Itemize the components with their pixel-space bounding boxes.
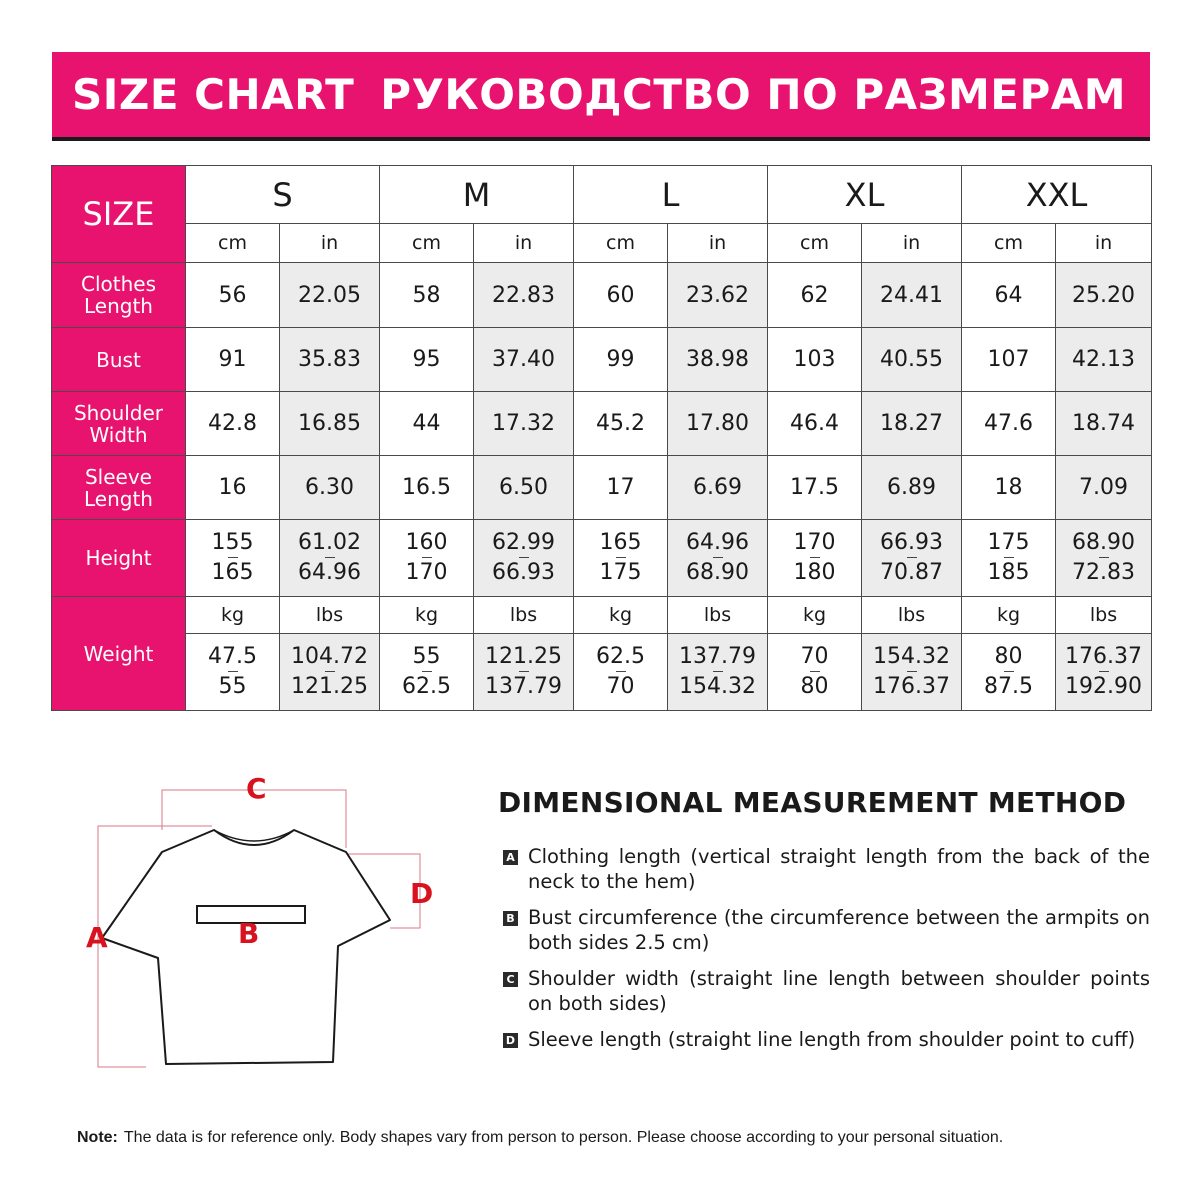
table-cell: 46.4 xyxy=(768,392,862,456)
row-label-line: Shoulder xyxy=(73,400,164,425)
range-dash xyxy=(616,671,626,672)
table-cell: 95 xyxy=(380,328,474,392)
range-cell xyxy=(280,520,380,597)
size-s: S xyxy=(186,166,380,224)
table-cell: 16.85 xyxy=(280,392,380,456)
row-label-line: Width xyxy=(89,422,148,447)
range-dash xyxy=(519,557,529,558)
row-label xyxy=(52,456,186,520)
range-to: 176.37 xyxy=(873,674,951,699)
range-from: 61.02 xyxy=(298,530,361,555)
table-cell: 40.55 xyxy=(862,328,962,392)
range-from: 80 xyxy=(994,644,1023,669)
unit-cm: cm xyxy=(380,224,474,263)
table-cell: 56 xyxy=(186,263,280,328)
range-cell xyxy=(962,634,1056,711)
footer-note xyxy=(77,1129,1003,1147)
range-from: 165 xyxy=(599,530,642,555)
table-row xyxy=(52,263,1152,328)
range-cell xyxy=(668,634,768,711)
range-from: 62.99 xyxy=(492,530,555,555)
table-cell: 91 xyxy=(186,328,280,392)
method-title: DIMENSIONAL MEASUREMENT METHOD xyxy=(498,786,1127,819)
row-label xyxy=(52,328,186,392)
table-cell: 6.50 xyxy=(474,456,574,520)
range-to: 66.93 xyxy=(492,560,555,585)
range-from: 170 xyxy=(793,530,836,555)
range-cell xyxy=(474,634,574,711)
range-from: 155 xyxy=(211,530,254,555)
method-item-c xyxy=(500,966,1150,1016)
range-pair xyxy=(380,527,473,589)
table-cell: 17 xyxy=(574,456,668,520)
range-cell xyxy=(862,520,962,597)
table-cell: 6.30 xyxy=(280,456,380,520)
range-pair xyxy=(768,527,861,589)
table-cell: 37.40 xyxy=(474,328,574,392)
table-cell: 17.32 xyxy=(474,392,574,456)
range-pair xyxy=(380,641,473,703)
row-label-line: Bust xyxy=(96,347,141,372)
unit-kg: kg xyxy=(574,597,668,634)
table-row xyxy=(52,392,1152,456)
method-item-b xyxy=(500,905,1150,955)
range-dash xyxy=(519,671,529,672)
diagram-label-c: C xyxy=(246,772,267,805)
title-banner xyxy=(52,52,1150,141)
table-cell: 17.5 xyxy=(768,456,862,520)
tshirt-diagram xyxy=(80,760,460,1080)
range-cell xyxy=(668,520,768,597)
range-pair xyxy=(862,527,961,589)
note-text: The data is for reference only. Body shapes vary from person to person. Please choose according to your personal situation. xyxy=(123,1129,1004,1146)
range-from: 176.37 xyxy=(1065,644,1143,669)
weight-label: Weight xyxy=(52,597,186,711)
method-item-a xyxy=(500,844,1150,894)
table-cell: 103 xyxy=(768,328,862,392)
range-cell xyxy=(474,520,574,597)
range-dash xyxy=(1099,671,1109,672)
range-pair xyxy=(186,641,279,703)
table-cell: 18.74 xyxy=(1056,392,1152,456)
table-cell: 22.05 xyxy=(280,263,380,328)
range-cell xyxy=(380,520,474,597)
unit-in: in xyxy=(280,224,380,263)
table-cell: 6.89 xyxy=(862,456,962,520)
size-table xyxy=(51,165,1152,711)
table-cell: 23.62 xyxy=(668,263,768,328)
method-item-d xyxy=(500,1027,1150,1052)
unit-kg: kg xyxy=(962,597,1056,634)
banner-title-en: SIZE CHART xyxy=(72,70,355,119)
table-cell: 64 xyxy=(962,263,1056,328)
range-dash xyxy=(616,557,626,558)
method-key-c: C xyxy=(503,972,518,987)
height-row xyxy=(52,520,1152,597)
range-dash xyxy=(228,557,238,558)
range-to: 80 xyxy=(800,674,829,699)
unit-kg: kg xyxy=(186,597,280,634)
range-from: 66.93 xyxy=(880,530,944,555)
size-l: L xyxy=(574,166,768,224)
table-cell: 47.6 xyxy=(962,392,1056,456)
range-cell xyxy=(186,520,280,597)
range-cell xyxy=(768,520,862,597)
range-pair xyxy=(474,641,573,703)
unit-in: in xyxy=(862,224,962,263)
table-cell: 42.8 xyxy=(186,392,280,456)
method-key-a: A xyxy=(503,850,518,865)
range-to: 121.25 xyxy=(291,674,368,699)
range-dash xyxy=(810,671,820,672)
unit-cm: cm xyxy=(768,224,862,263)
range-from: 68.90 xyxy=(1072,530,1136,555)
method-text-b: Bust circumference (the circumference between the armpits on both sides 2.5 cm) xyxy=(528,906,1150,954)
range-pair xyxy=(186,527,279,589)
unit-cm: cm xyxy=(574,224,668,263)
table-cell: 7.09 xyxy=(1056,456,1152,520)
row-label-line: Length xyxy=(84,294,153,318)
range-pair xyxy=(1056,527,1151,589)
table-cell: 107 xyxy=(962,328,1056,392)
unit-lbs: lbs xyxy=(668,597,768,634)
range-to: 72.83 xyxy=(1072,560,1136,585)
range-pair xyxy=(474,527,573,589)
diagram-label-b: B xyxy=(238,917,260,950)
range-cell xyxy=(574,634,668,711)
table-cell: 58 xyxy=(380,263,474,328)
range-to: 185 xyxy=(987,560,1030,585)
unit-kg: kg xyxy=(768,597,862,634)
range-dash xyxy=(422,671,432,672)
range-pair xyxy=(280,641,379,703)
size-m: M xyxy=(380,166,574,224)
range-from: 154.32 xyxy=(873,644,951,669)
diagram-label-d: D xyxy=(410,877,434,910)
range-dash xyxy=(907,557,917,558)
range-pair xyxy=(574,641,667,703)
table-cell: 62 xyxy=(768,263,862,328)
size-label: SIZE xyxy=(52,166,186,263)
range-cell xyxy=(1056,520,1152,597)
table-cell: 42.13 xyxy=(1056,328,1152,392)
range-to: 55 xyxy=(218,674,247,699)
range-cell xyxy=(962,520,1056,597)
table-cell: 35.83 xyxy=(280,328,380,392)
range-to: 170 xyxy=(405,560,448,585)
unit-in: in xyxy=(668,224,768,263)
size-header-row xyxy=(52,166,1152,224)
method-list xyxy=(500,844,1150,1063)
range-dash xyxy=(713,671,723,672)
unit-lbs: lbs xyxy=(280,597,380,634)
range-to: 165 xyxy=(211,560,254,585)
range-to: 137.79 xyxy=(485,674,562,699)
range-to: 154.32 xyxy=(679,674,757,699)
range-pair xyxy=(574,527,667,589)
range-to: 180 xyxy=(793,560,836,585)
range-to: 68.90 xyxy=(686,560,750,585)
unit-cm: cm xyxy=(962,224,1056,263)
range-cell xyxy=(768,634,862,711)
row-label-line: Sleeve xyxy=(84,464,152,489)
range-from: 104.72 xyxy=(291,644,368,669)
range-to: 62.5 xyxy=(402,674,451,699)
unit-lbs: lbs xyxy=(474,597,574,634)
method-key-d: D xyxy=(503,1033,518,1048)
table-row xyxy=(52,328,1152,392)
range-to: 64.96 xyxy=(298,560,361,585)
table-cell: 24.41 xyxy=(862,263,962,328)
range-to: 192.90 xyxy=(1065,674,1143,699)
table-cell: 22.83 xyxy=(474,263,574,328)
range-pair xyxy=(962,527,1055,589)
method-key-b: B xyxy=(503,911,518,926)
range-dash xyxy=(1099,557,1109,558)
row-label xyxy=(52,392,186,456)
diagram-label-a: A xyxy=(86,921,108,954)
range-pair xyxy=(862,641,961,703)
range-pair xyxy=(280,527,379,589)
table-cell: 18 xyxy=(962,456,1056,520)
method-text-a: Clothing length (vertical straight length from the back of the neck to the hem) xyxy=(528,845,1150,893)
size-xl: XL xyxy=(768,166,962,224)
method-text-c: Shoulder width (straight line length between shoulder points on both sides) xyxy=(528,967,1150,1015)
range-pair xyxy=(668,641,767,703)
table-cell: 99 xyxy=(574,328,668,392)
range-dash xyxy=(1004,557,1014,558)
note-label: Note: xyxy=(77,1129,118,1146)
range-dash xyxy=(325,557,335,558)
range-pair xyxy=(768,641,861,703)
range-from: 121.25 xyxy=(485,644,562,669)
table-cell: 38.98 xyxy=(668,328,768,392)
range-dash xyxy=(810,557,820,558)
unit-in: in xyxy=(1056,224,1152,263)
unit-row xyxy=(52,224,1152,263)
banner-title-ru: РУКОВОДСТВО ПО РАЗМЕРАМ xyxy=(380,70,1127,119)
range-cell xyxy=(380,634,474,711)
unit-cm: cm xyxy=(186,224,280,263)
range-dash xyxy=(907,671,917,672)
row-label-line: Clothes xyxy=(81,272,156,296)
table-row xyxy=(52,456,1152,520)
range-from: 175 xyxy=(987,530,1030,555)
range-cell xyxy=(862,634,962,711)
table-cell: 60 xyxy=(574,263,668,328)
range-cell xyxy=(574,520,668,597)
range-to: 87.5 xyxy=(984,674,1034,699)
table-cell: 25.20 xyxy=(1056,263,1152,328)
range-to: 175 xyxy=(599,560,642,585)
range-from: 55 xyxy=(412,644,441,669)
range-dash xyxy=(1004,671,1014,672)
banner-title xyxy=(72,70,1126,119)
row-label xyxy=(52,263,186,328)
range-from: 62.5 xyxy=(596,644,645,669)
range-pair xyxy=(962,641,1055,703)
weight-row xyxy=(52,634,1152,711)
range-from: 64.96 xyxy=(686,530,750,555)
weight-unit-row xyxy=(52,597,1152,634)
table-cell: 6.69 xyxy=(668,456,768,520)
range-from: 160 xyxy=(405,530,448,555)
range-cell xyxy=(280,634,380,711)
size-xxl: XXL xyxy=(962,166,1152,224)
range-to: 70 xyxy=(606,674,635,699)
table-cell: 44 xyxy=(380,392,474,456)
range-dash xyxy=(713,557,723,558)
unit-in: in xyxy=(474,224,574,263)
method-text-d: Sleeve length (straight line length from shoulder point to cuff) xyxy=(528,1028,1136,1051)
range-to: 70.87 xyxy=(880,560,944,585)
range-from: 70 xyxy=(800,644,829,669)
unit-lbs: lbs xyxy=(1056,597,1152,634)
range-pair xyxy=(668,527,767,589)
range-from: 137.79 xyxy=(679,644,757,669)
table-cell: 16 xyxy=(186,456,280,520)
height-label: Height xyxy=(52,520,186,597)
range-cell xyxy=(1056,634,1152,711)
table-cell: 17.80 xyxy=(668,392,768,456)
range-dash xyxy=(422,557,432,558)
row-label-line: Length xyxy=(84,486,153,511)
range-from: 47.5 xyxy=(208,644,257,669)
range-cell xyxy=(186,634,280,711)
range-dash xyxy=(228,671,238,672)
unit-kg: kg xyxy=(380,597,474,634)
table-cell: 16.5 xyxy=(380,456,474,520)
range-pair xyxy=(1056,641,1151,703)
table-cell: 45.2 xyxy=(574,392,668,456)
range-dash xyxy=(325,671,335,672)
table-cell: 18.27 xyxy=(862,392,962,456)
unit-lbs: lbs xyxy=(862,597,962,634)
